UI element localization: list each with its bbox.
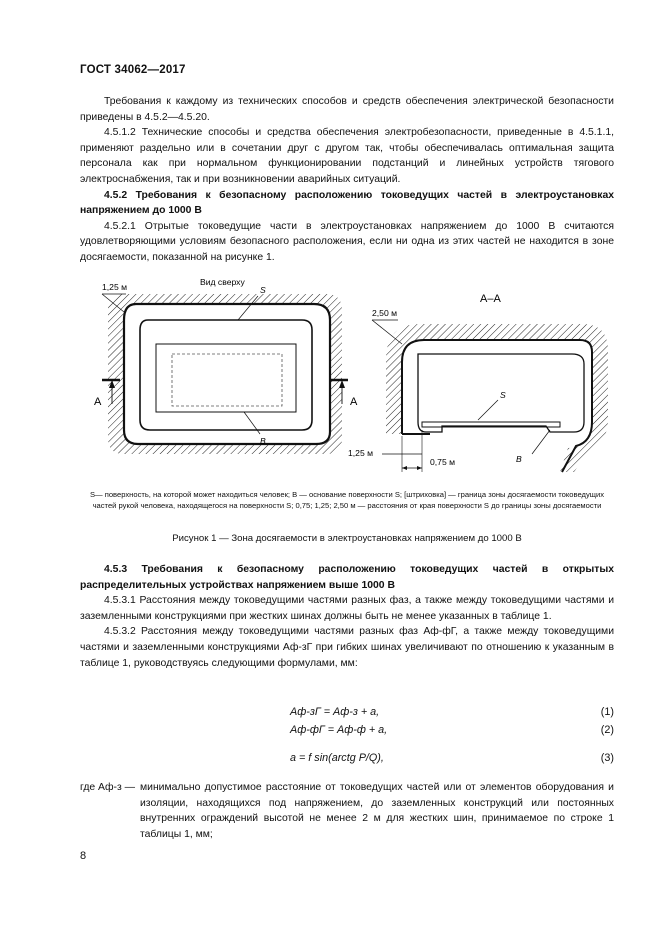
label-s-section: S (500, 390, 506, 400)
formula-number: (2) (600, 724, 614, 736)
figure-reach-zone (80, 272, 620, 484)
dim-1-25-section: 1,25 м (348, 448, 374, 458)
label-b-top: B (260, 436, 266, 446)
view-top-label: Вид сверху (200, 277, 245, 287)
label-b-section: B (516, 454, 522, 464)
document-header: ГОСТ 34062—2017 (80, 64, 186, 76)
section-heading: 4.5.2 Требования к безопасному расположению токоведущих частей в электроустановках напряжением до 1000 В (80, 189, 614, 217)
section-view-drawing (348, 293, 608, 472)
paragraph: 4.5.3.2 Расстояния между токоведущими частями разных фаз Aф-фГ, а также между токоведущими частями и заземленными конструкциями Aф-зГ при гибких шинах увеличивают по отношению к указанным в таблице 1, руководствуясь следующими формулами, мм: (80, 626, 614, 669)
figure-legend: S— поверхность, на которой может находиться человек; B — основание поверхности S; [штриховка] — граница зоны досягаемости токоведущих частей рукой человека, находящегося на поверхности S; 0,75; 1,25; 2,50 м — расстояния от края поверхности S до границы зоны досягаемости (89, 490, 605, 510)
label-s-top: S (260, 285, 266, 295)
dim-0-75: 0,75 м (430, 457, 456, 467)
formula-number: (3) (600, 752, 614, 764)
formula-expression: Aф-зГ = Aф-з + a, (290, 706, 380, 718)
where-definition (80, 780, 614, 842)
section-heading: 4.5.3 Требования к безопасному расположению токоведущих частей в открытых распределительных устройствах напряжением выше 1000 В (80, 564, 614, 591)
paragraph: 4.5.1.2 Технические способы и средства обеспечения электробезопасности, приведенные в 4.5.1.1, применяют раздельно или в сочетании друг с другом так, чтобы обеспечивалась оптимальная защита персонала как при нормальном функционировании подстанций и линейных устройств тягового электроснабжения, так и при возникновении аварийных ситуаций. (80, 127, 614, 185)
formula-expression: a = f sin(arctg P/Q), (290, 752, 384, 764)
section-text-1 (80, 94, 614, 266)
page-number: 8 (80, 850, 87, 862)
section-label: А–А (480, 293, 501, 305)
paragraph: Требования к каждому из технических способов и средств обеспечения электрической безопасности приведены в 4.5.2—4.5.20. (80, 96, 614, 123)
cut-label-right: А (350, 396, 358, 408)
dim-2-50: 2,50 м (372, 308, 398, 318)
where-text: минимально допустимое расстояние от токоведущих частей или от элементов оборудования и изоляции, находящихся под напряжением, до заземленных конструкций или постоянных внутренних ограждений высотой не менее 2 м для жестких шин, принимаемое по строке 1 таблицы 1, мм; (140, 782, 614, 840)
paragraph: 4.5.3.1 Расстояния между токоведущими частями разных фаз, а также между токоведущими частями и заземленными конструкциями при жестких шинах должны быть не менее указанных в таблице 1. (80, 595, 614, 622)
where-label: где Aф-з — (80, 782, 136, 793)
figure-caption: Рисунок 1 — Зона досягаемости в электроустановках напряжением до 1000 В (172, 533, 522, 544)
paragraph: 4.5.2.1 Отрытые токоведущие части в электроустановках напряжением до 1000 В считаются удовлетворяющими условиям безопасного расположения, если ни одна из этих частей не находится в зоне досягаемости, показанной на рисунке 1. (80, 220, 614, 263)
formula-expression: Aф-фГ = Aф-ф + a, (290, 724, 388, 736)
section-text-2 (80, 562, 614, 671)
cut-label-left: А (94, 396, 102, 408)
formula-number: (1) (600, 706, 614, 718)
top-view-drawing (94, 277, 358, 454)
dim-1-25-left: 1,25 м (102, 282, 128, 292)
